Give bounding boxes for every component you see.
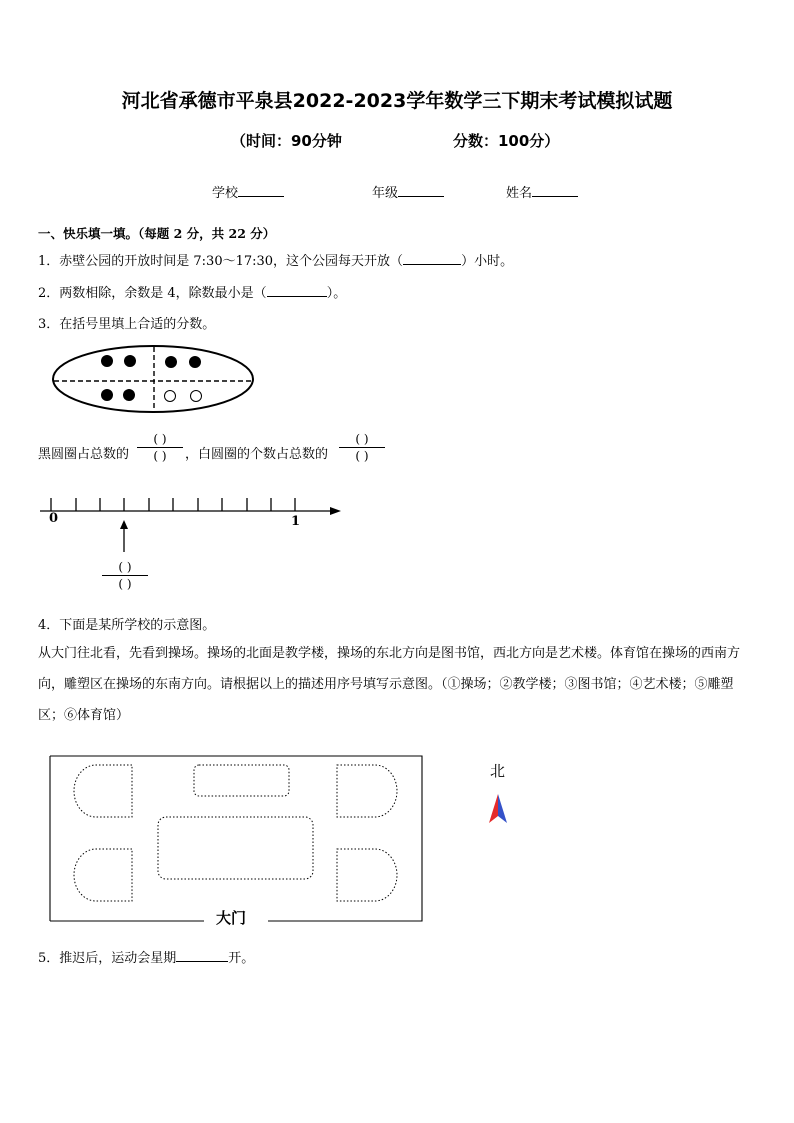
name-blank[interactable] bbox=[532, 183, 578, 197]
q5-text-after: 开。 bbox=[228, 951, 255, 966]
pointer-arrowhead bbox=[120, 520, 128, 529]
question-4: 4．下面是某所学校的示意图。 bbox=[38, 618, 216, 633]
number-line-ticks bbox=[51, 498, 295, 511]
time-label: （时间：90分钟 bbox=[231, 132, 342, 150]
question-5 bbox=[38, 947, 254, 966]
fraction-numerator[interactable]: ( ) bbox=[153, 432, 167, 446]
q1-text-after: ）小时。 bbox=[461, 254, 514, 269]
name-label: 姓名 bbox=[506, 186, 533, 201]
map-slot-center[interactable] bbox=[158, 817, 313, 879]
q2-text-after: ）。 bbox=[326, 286, 347, 301]
school-label: 学校 bbox=[212, 186, 239, 201]
map-slot-southwest[interactable] bbox=[74, 849, 132, 901]
black-dot bbox=[165, 356, 177, 368]
north-label: 北 bbox=[490, 762, 506, 780]
white-dot bbox=[165, 391, 176, 402]
q1-text-before: 1．赤壁公园的开放时间是 7:30～17:30，这个公园每天开放（ bbox=[38, 254, 404, 269]
question-1 bbox=[38, 250, 513, 269]
grade-field[interactable] bbox=[372, 182, 444, 201]
score-label: 分数：100分） bbox=[453, 132, 560, 150]
q1-answer-blank[interactable] bbox=[403, 252, 461, 265]
black-dot bbox=[123, 389, 135, 401]
grade-label: 年级 bbox=[372, 186, 399, 201]
dots-ellipse-figure bbox=[50, 343, 256, 415]
page-title: 河北省承德市平泉县2022-2023学年数学三下期末考试模拟试题 bbox=[121, 90, 673, 112]
q2-text-before: 2．两数相除，余数是 4，除数最小是（ bbox=[38, 286, 267, 301]
white-dot bbox=[191, 391, 202, 402]
fraction-numerator[interactable]: ( ) bbox=[118, 560, 132, 574]
map-slot-northeast[interactable] bbox=[337, 765, 397, 817]
q5-answer-blank[interactable] bbox=[176, 949, 228, 962]
grade-blank[interactable] bbox=[398, 183, 444, 197]
white-ratio-fraction[interactable] bbox=[339, 431, 385, 464]
fraction-denominator[interactable]: ( ) bbox=[339, 447, 385, 464]
name-field[interactable] bbox=[506, 182, 578, 201]
q3-line-1-text-a: 黑圆圈占总数的 bbox=[38, 447, 130, 462]
school-blank[interactable] bbox=[238, 183, 284, 197]
black-dot bbox=[101, 389, 113, 401]
map-border bbox=[50, 756, 422, 921]
section-heading: 一、快乐填一填。（每题 2 分，共 22 分） bbox=[38, 226, 276, 241]
school-field[interactable] bbox=[212, 182, 284, 201]
q5-text-before: 5．推迟后，运动会星期 bbox=[38, 951, 177, 966]
black-dot bbox=[189, 356, 201, 368]
numberline-label-one: 1 bbox=[291, 514, 301, 529]
question-3: 3．在括号里填上合适的分数。 bbox=[38, 317, 216, 332]
numberline-label-zero: 0 bbox=[49, 511, 59, 526]
black-ratio-fraction[interactable] bbox=[137, 431, 183, 464]
black-dot bbox=[101, 355, 113, 367]
q3-line-1-text-b: ，白圆圈的个数占总数的 bbox=[185, 447, 329, 462]
numberline-answer-fraction[interactable] bbox=[102, 559, 148, 592]
question-4-description: 从大门往北看，先看到操场。操场的北面是教学楼，操场的东北方向是图书馆，西北方向是艺术楼。体育馆在操场的西南方向，雕塑区在操场的东南方向。请根据以上的描述用序号填写示意图。（①操场；②教学楼；③图书馆；④艺术楼；⑤雕塑区；⑥体育馆） bbox=[38, 646, 741, 723]
q2-answer-blank[interactable] bbox=[267, 284, 327, 297]
black-dot bbox=[124, 355, 136, 367]
map-slot-southeast[interactable] bbox=[337, 849, 397, 901]
ellipse-outline bbox=[53, 346, 253, 412]
north-arrow-icon bbox=[487, 791, 511, 825]
map-slot-north[interactable] bbox=[194, 765, 289, 796]
fraction-numerator[interactable]: ( ) bbox=[355, 432, 369, 446]
map-slot-northwest[interactable] bbox=[74, 765, 132, 817]
fraction-denominator[interactable]: ( ) bbox=[102, 575, 148, 592]
map-gate-label: 大门 bbox=[216, 909, 247, 927]
number-line bbox=[38, 490, 348, 560]
number-line-arrowhead bbox=[330, 507, 341, 515]
school-map bbox=[48, 754, 426, 926]
question-2 bbox=[38, 282, 346, 301]
fraction-denominator[interactable]: ( ) bbox=[137, 447, 183, 464]
